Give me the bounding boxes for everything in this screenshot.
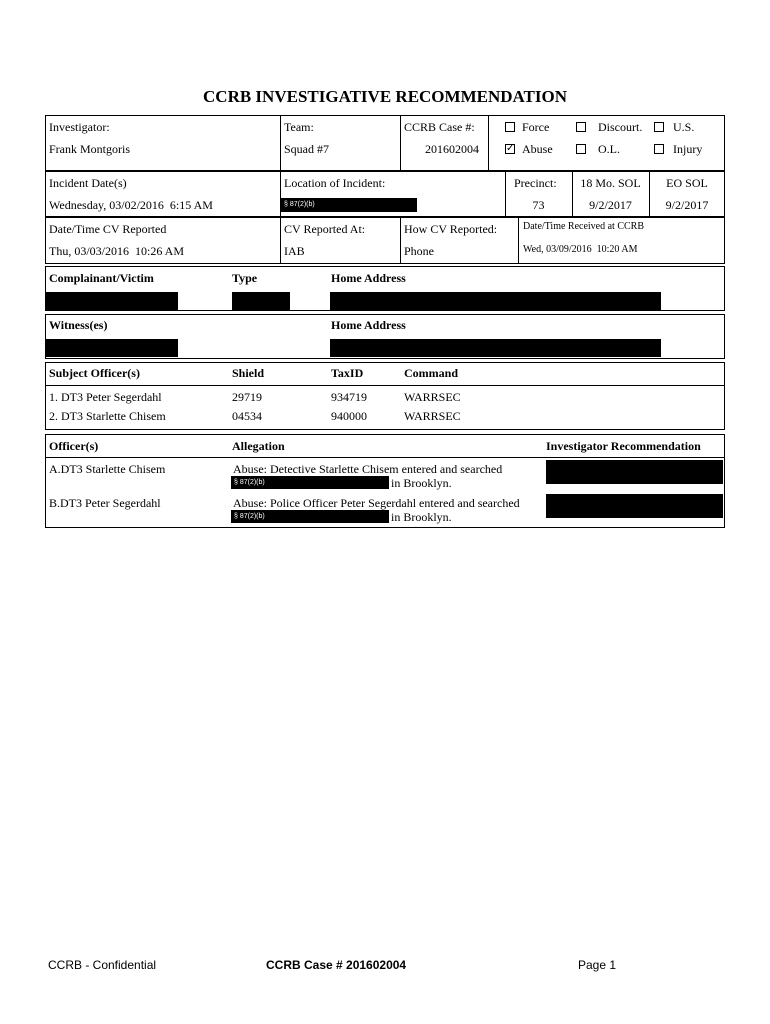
reported-at-label: CV Reported At:: [284, 222, 366, 236]
witness-name-redaction: [46, 339, 178, 357]
allegation-redaction: § 87(2)(b): [231, 476, 389, 489]
investigator-value: Frank Montgoris: [49, 142, 130, 156]
allegation-officer: A.DT3 Starlette Chisem: [49, 462, 166, 476]
footer-confidential: CCRB - Confidential: [48, 958, 157, 972]
taxid-header: TaxID: [331, 366, 364, 380]
allegation-redaction: § 87(2)(b): [231, 510, 389, 523]
team-value: Squad #7: [284, 142, 329, 156]
witness-address-header: Home Address: [331, 318, 406, 332]
eosol-value: 9/2/2017: [665, 198, 709, 212]
precinct-label: Precinct:: [514, 176, 557, 190]
witness-address-redaction: [330, 339, 661, 357]
recommendation-redaction: [546, 460, 723, 484]
sol18-label: 18 Mo. SOL: [580, 176, 641, 190]
received-value: Wed, 03/09/2016 10:20 AM: [523, 244, 638, 255]
precinct-value: 73: [532, 198, 545, 212]
home-address-header: Home Address: [331, 271, 406, 285]
complainant-address-redaction: [330, 292, 661, 310]
received-label: Date/Time Received at CCRB: [523, 221, 645, 232]
subject-officer-header: Subject Officer(s): [49, 366, 140, 380]
subject-row-shield: 29719: [232, 390, 262, 404]
subject-row-taxid: 940000: [331, 409, 367, 423]
how-reported-value: Phone: [404, 244, 434, 258]
force-checkbox: [505, 122, 515, 132]
subject-row-shield: 04534: [232, 409, 262, 423]
page-title: CCRB INVESTIGATIVE RECOMMENDATION: [203, 87, 567, 106]
how-reported-label: How CV Reported:: [404, 222, 498, 236]
footer-page-number: Page 1: [578, 958, 617, 972]
subject-row-name: 2. DT3 Starlette Chisem: [49, 409, 166, 423]
ol-checkbox: [576, 144, 586, 154]
injury-checkbox: [654, 144, 664, 154]
allegation-text: Abuse: Police Officer Peter Segerdahl entered and searched: [233, 496, 520, 510]
us-label: U.S.: [673, 120, 695, 134]
case-label: CCRB Case #:: [404, 120, 475, 134]
force-label: Force: [522, 120, 550, 134]
injury-label: Injury: [673, 142, 703, 156]
allegation-text: Abuse: Detective Starlette Chisem entered and searched: [233, 462, 503, 476]
location-redaction: § 87(2)(b): [281, 198, 417, 212]
recommendation-header: Investigator Recommendation: [546, 439, 701, 453]
abuse-label: Abuse: [522, 142, 553, 156]
eosol-label: EO SOL: [666, 176, 708, 190]
allegation-text-cont: in Brooklyn.: [391, 476, 452, 490]
sol18-value: 9/2/2017: [589, 198, 632, 212]
team-label: Team:: [284, 120, 314, 134]
allegation-text-cont: in Brooklyn.: [391, 510, 452, 524]
shield-header: Shield: [232, 366, 265, 380]
us-checkbox: [654, 122, 664, 132]
incident-date-label: Incident Date(s): [49, 176, 127, 190]
complainant-type-redaction: [232, 292, 290, 310]
footer-case-number: CCRB Case # 201602004: [266, 958, 407, 972]
abuse-checkbox: ✓: [506, 143, 515, 154]
subject-row-command: WARRSEC: [404, 390, 461, 404]
subject-row-name: 1. DT3 Peter Segerdahl: [49, 390, 162, 404]
incident-date-value: Wednesday, 03/02/2016 6:15 AM: [49, 198, 213, 212]
complainant-name-redaction: [46, 292, 178, 310]
complainant-header: Complainant/Victim: [49, 271, 154, 285]
cv-reported-label: Date/Time CV Reported: [49, 222, 167, 236]
cv-reported-value: Thu, 03/03/2016 10:26 AM: [49, 244, 185, 258]
discourtesy-label: Discourt.: [598, 120, 643, 134]
subject-row-command: WARRSEC: [404, 409, 461, 423]
discourtesy-checkbox: [576, 122, 586, 132]
officers-header: Officer(s): [49, 439, 99, 453]
reported-at-value: IAB: [284, 244, 305, 258]
witness-header: Witness(es): [49, 318, 108, 332]
type-header: Type: [232, 271, 258, 285]
location-label: Location of Incident:: [284, 176, 386, 190]
subject-row-taxid: 934719: [331, 390, 367, 404]
case-number: 201602004: [425, 142, 479, 156]
investigator-label: Investigator:: [49, 120, 110, 134]
ol-label: O.L.: [598, 142, 620, 156]
allegation-header: Allegation: [232, 439, 285, 453]
recommendation-redaction: [546, 494, 723, 518]
allegation-officer: B.DT3 Peter Segerdahl: [49, 496, 161, 510]
command-header: Command: [404, 366, 459, 380]
